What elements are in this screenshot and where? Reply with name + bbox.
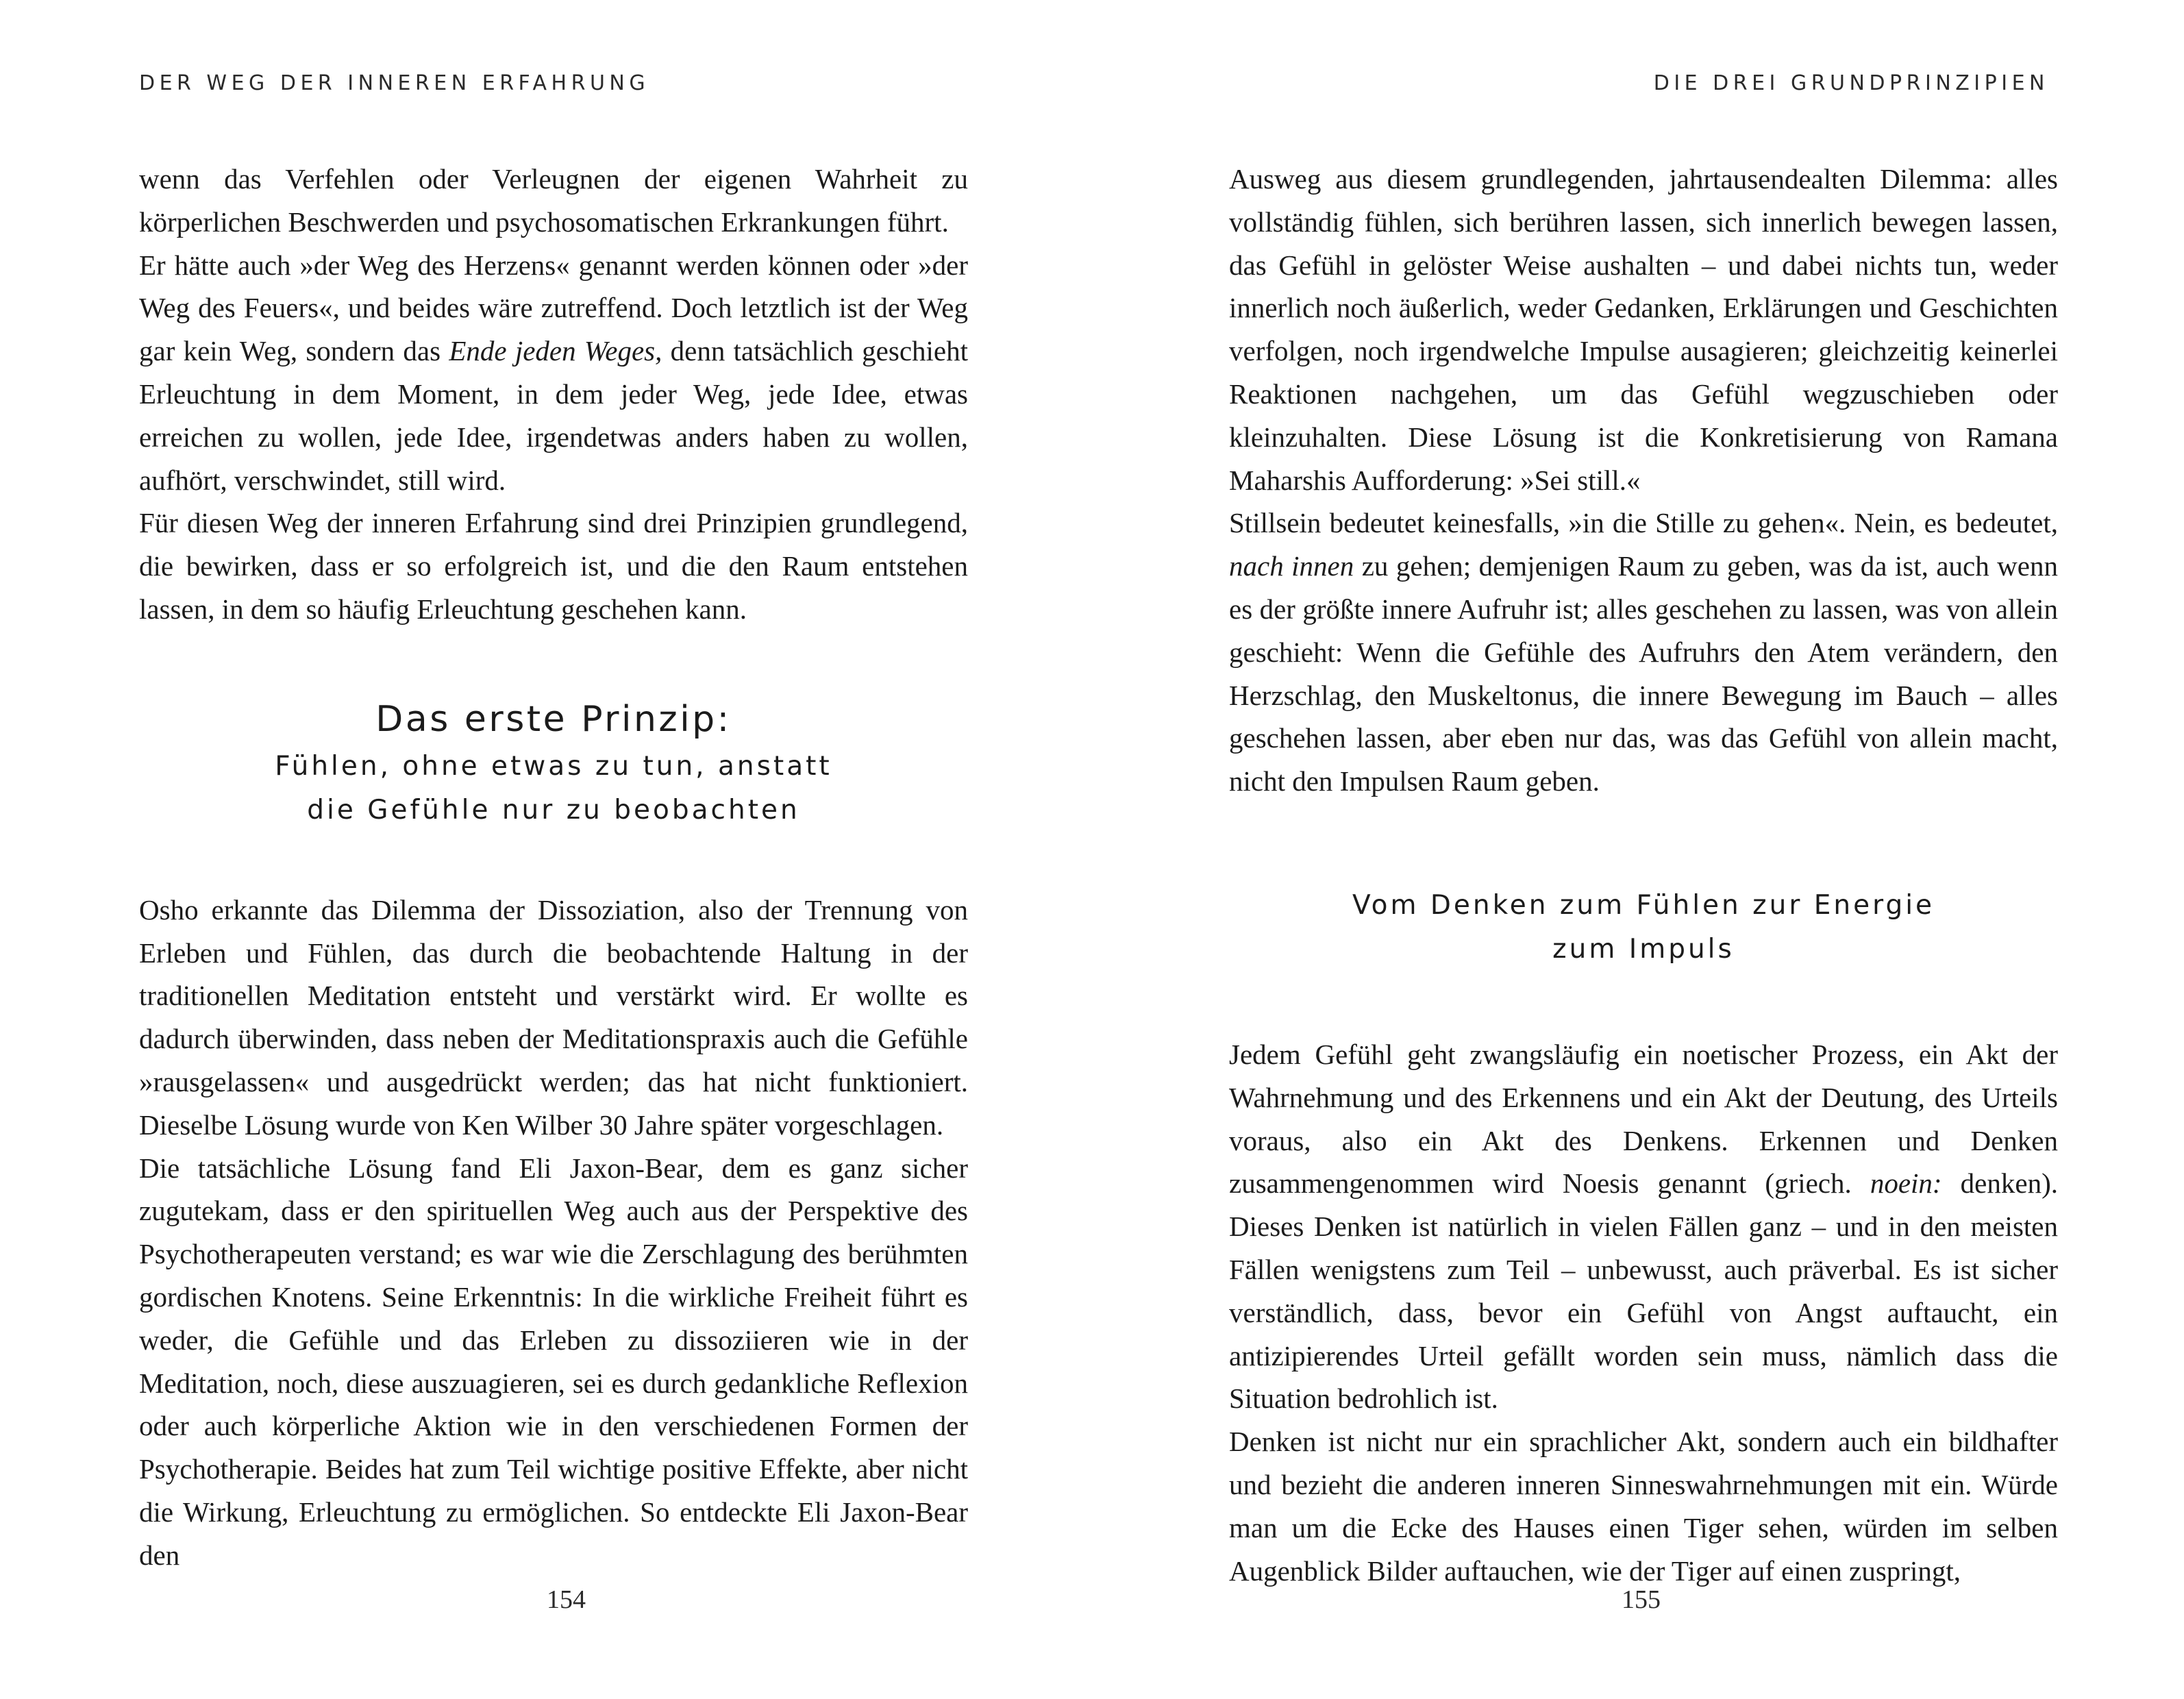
page-number-right: 155 — [1622, 1585, 1661, 1614]
paragraph: Die tatsächliche Lösung fand Eli Jaxon-Bear, dem es ganz sicher zugutekam, dass er den spirituellen Weg auch aus der Perspektive des Psychotherapeuten verstand; es war wie die Zerschlagung des berühmten gordischen Knotens. Seine Erkenntnis: In die wirkliche Freiheit führt es weder, die Gefühle und das Erleben zu dissoziieren wie in der Meditation, noch, diese auszuagieren, sei es durch gedankliche Reflexion oder auch körperliche Aktion wie in den verschiedenen Formen der Psychotherapie. Beides hat zum Teil wichtige positive Effekte, aber nicht die Wirkung, Erleuchtung zu ermöglichen. So entdeckte Eli Jaxon-Bear den — [139, 1152, 968, 1571]
running-head-right: DIE DREI GRUNDPRINZIPIEN — [1653, 71, 2049, 95]
paragraph: wenn das Verfehlen oder Verleugnen der eigenen Wahrheit zu körperlichen Beschwerden und psychosomatischen Erkrankungen führt. — [139, 163, 968, 238]
page-number-left: 154 — [547, 1585, 586, 1614]
emphasis-text: noein: — [1870, 1167, 1942, 1200]
right-page — [1092, 0, 2184, 1699]
section-heading — [1229, 884, 2058, 971]
paragraph — [139, 244, 968, 502]
right-text-column — [1229, 158, 2058, 1592]
emphasis-text: Ende jeden Weges, — [449, 335, 662, 367]
paragraph-text: denken). Dieses Denken ist natürlich in vielen Fällen ganz – und in den meisten Fällen wenigstens zum Teil – unbewusst, auch präverbal. Es ist sicher verständlich, dass, bevor ein Gefühl von Angst auftaucht, ein antizipierendes Urteil gefällt worden sein muss, nämlich dass die Situation bedrohlich ist. — [1229, 1167, 2058, 1415]
paragraph-text: denn tatsächlich geschieht Erleuchtung in dem Moment, in dem jeder Weg, jede Idee, etwas erreichen zu wollen, jede Idee, irgendetwas anders haben zu wollen, aufhört, verschwindet, still wird. — [139, 335, 968, 496]
paragraph: Ausweg aus diesem grundlegenden, jahrtausendealten Dilemma: alles vollständig fühlen, sich berühren lassen, sich innerlich bewegen lassen, das Gefühl in gelöster Weise aushalten – und dabei nichts tun, weder innerlich noch äußerlich, weder Gedanken, Erklärungen und Geschichten verfolgen, noch irgendwelche Impulse ausagieren; gleichzeitig keinerlei Reaktionen nachgehen, um das Gefühl wegzuschieben oder kleinzuhalten. Diese Lösung ist die Konkretisierung von Ramana Maharshis Aufforderung: »Sei still.« — [1229, 163, 2058, 496]
section-heading-title: Das erste Prinzip: — [375, 698, 732, 740]
section-heading — [139, 694, 968, 832]
emphasis-text: nach innen — [1229, 550, 1354, 582]
paragraph: Denken ist nicht nur ein sprachlicher Akt, sondern auch ein bildhafter und bezieht die anderen inneren Sinneswahrnehmungen mit ein. Würde man um die Ecke des Hauses einen Tiger sehen, würden im selben Augenblick Bilder auftauchen, wie der Tiger auf einen zuspringt, — [1229, 1426, 2058, 1587]
paragraph — [1229, 1033, 2058, 1420]
paragraph — [1229, 501, 2058, 803]
paragraph-text: Stillsein bedeutet keinesfalls, »in die Stille zu gehen«. Nein, es bedeutet, — [1229, 507, 2058, 539]
section-heading-line: zum Impuls — [1552, 933, 1735, 965]
running-head-left: DER WEG DER INNEREN ERFAHRUNG — [139, 71, 650, 95]
paragraph: Osho erkannte das Dilemma der Dissoziation, also der Trennung von Erleben und Fühlen, das durch die beobachtende Haltung in der traditionellen Meditation entsteht und verstärkt wird. Er wollte es dadurch überwinden, dass neben der Meditationspraxis auch die Gefühle »rausgelassen« und ausgedrückt werden; das hat nicht funktioniert. Dieselbe Lösung wurde von Ken Wilber 30 Jahre später vorgeschlagen. — [139, 893, 968, 1141]
paragraph: Für diesen Weg der inneren Erfahrung sind drei Prinzipien grundlegend, die bewirken, dass er so erfolgreich ist, und die den Raum entstehen lassen, in dem so häufig Erleuchtung geschehen kann. — [139, 507, 968, 625]
paragraph-text: Jedem Gefühl geht zwangsläufig ein noetischer Prozess, ein Akt der Wahrnehmung und des Erkennens und ein Akt der Deutung, des Urteils voraus, also ein Akt des Denkens. Erkennen und Denken zusammengenommen wird Noesis genannt (griech. — [1229, 1038, 2058, 1200]
paragraph-text: zu gehen; demjenigen Raum zu geben, was da ist, auch wenn es der größte innere Aufruhr ist; alles geschehen zu lassen, was von allein geschieht: Wenn die Gefühle des Aufruhrs den Atem verändern, den Herzschlag, den Muskeltonus, die innere Bewegung im Bauch – alles geschehen lassen, aber eben nur das, was das Gefühl von allein macht, nicht den Impulsen Raum geben. — [1229, 550, 2058, 797]
section-heading-subtitle-line: Fühlen, ohne etwas zu tun, anstatt — [275, 750, 832, 782]
paragraph-text: Er hätte auch »der Weg des Herzens« genannt werden können oder »der Weg des Feuers«, und beides wäre zutreffend. Doch letztlich ist der Weg gar kein Weg, sondern das — [139, 249, 968, 367]
section-heading-subtitle-line: die Gefühle nur zu beobachten — [307, 794, 800, 826]
section-heading-line: Vom Denken zum Fühlen zur Energie — [1352, 889, 1935, 921]
left-text-column — [139, 158, 968, 1577]
